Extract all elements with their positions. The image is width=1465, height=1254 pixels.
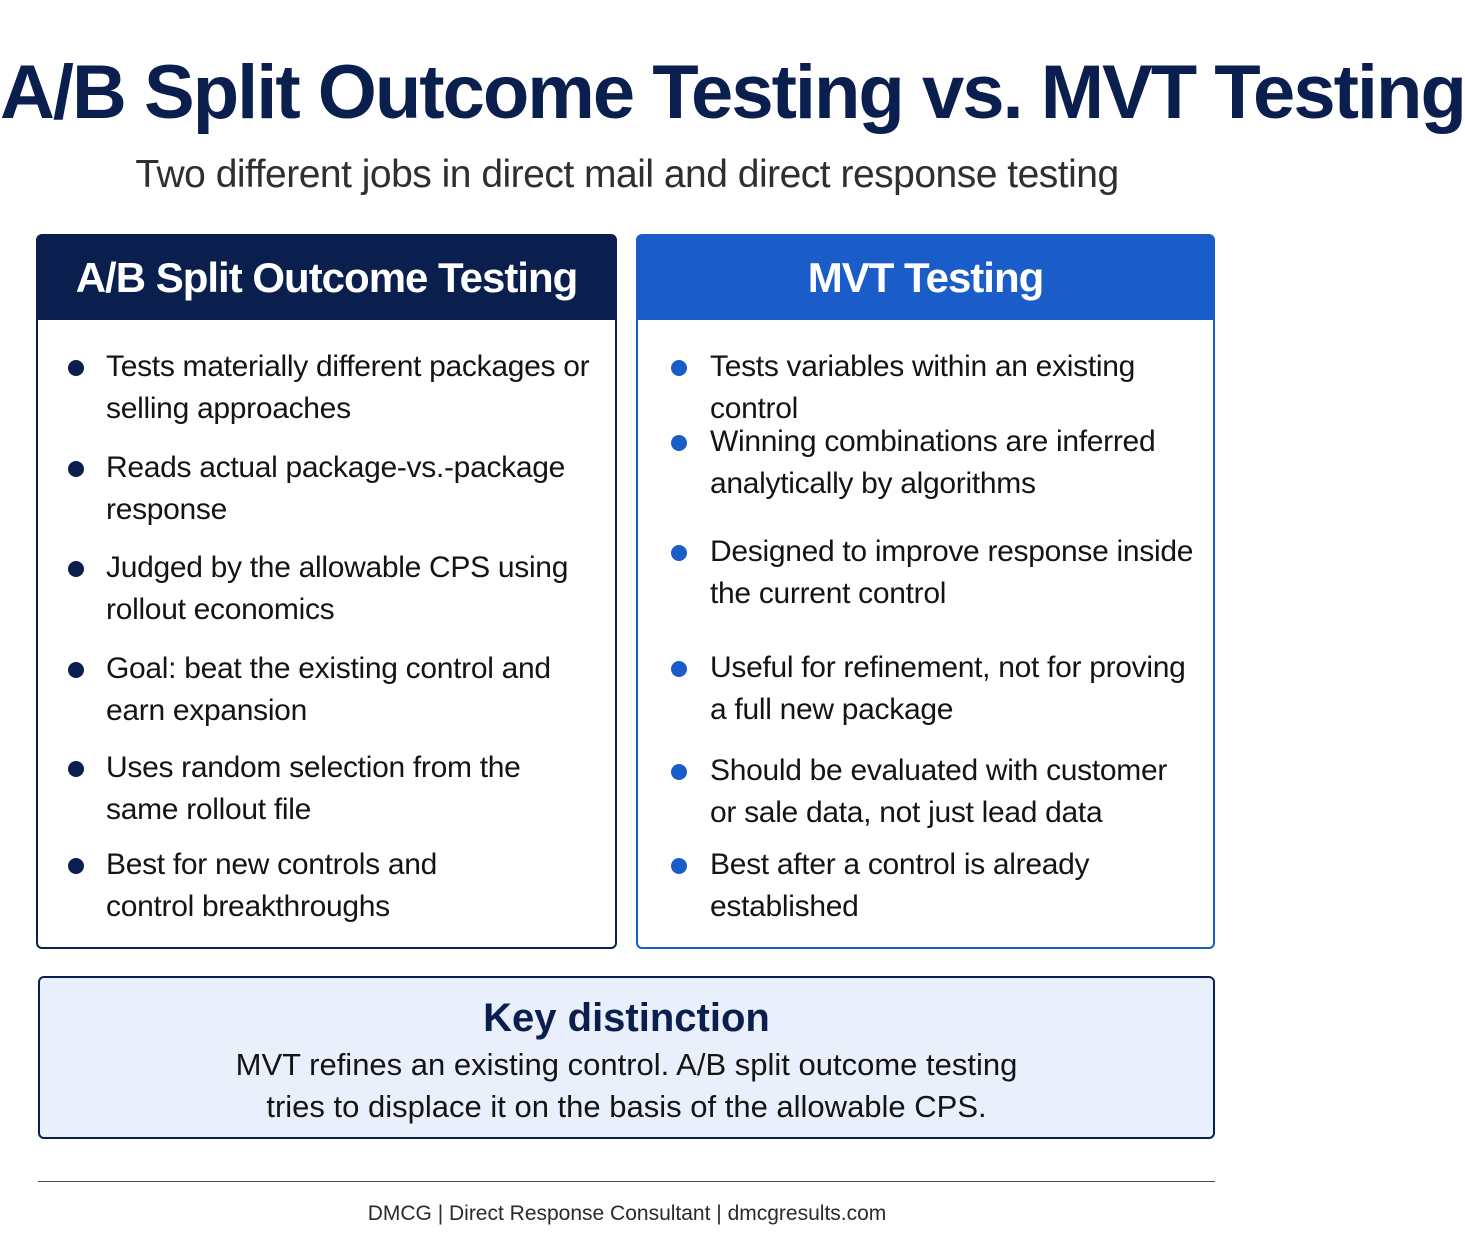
ab-split-panel-header: A/B Split Outcome Testing: [38, 236, 615, 320]
bullet-icon: [671, 858, 687, 874]
footer-divider: [38, 1181, 1215, 1182]
bullet-icon: [671, 764, 687, 780]
bullet-text: Judged by the allowable CPS using rollout economics: [106, 551, 569, 626]
mvt-panel: [636, 234, 1215, 949]
key-distinction-box: [38, 976, 1215, 1139]
bullet-text: Useful for refinement, not for proving a full new package: [710, 651, 1186, 726]
bullet-text: Goal: beat the existing control and earn expansion: [106, 652, 551, 727]
key-distinction-text: MVT refines an existing control. A/B split outcome testing tries to displace it on the basis of the allowable CPS.: [235, 1047, 1018, 1124]
bullet-icon: [68, 761, 84, 777]
page-subtitle: Two different jobs in direct mail and direct response testing: [135, 153, 1119, 196]
bullet-icon: [68, 858, 84, 874]
bullet-icon: [68, 461, 84, 477]
bullet-icon: [68, 662, 84, 678]
bullet-text: Best for new controls and control breakthroughs: [106, 848, 438, 923]
bullet-icon: [68, 360, 84, 376]
bullet-text: Tests variables within an existing control: [710, 350, 1136, 425]
bullet-text: Should be evaluated with customer or sale data, not just lead data: [710, 754, 1168, 829]
bullet-text: Reads actual package-vs.-package response: [106, 451, 566, 526]
key-distinction-title: Key distinction: [483, 996, 770, 1040]
mvt-panel-header: MVT Testing: [638, 236, 1213, 320]
bullet-icon: [68, 561, 84, 577]
bullet-icon: [671, 661, 687, 677]
bullet-icon: [671, 545, 687, 561]
bullet-text: Winning combinations are inferred analytically by algorithms: [710, 425, 1156, 500]
ab-split-panel: [36, 234, 617, 949]
page-title: A/B Split Outcome Testing vs. MVT Testing: [0, 50, 1465, 135]
bullet-icon: [671, 360, 687, 376]
bullet-text: Best after a control is already established: [710, 848, 1090, 923]
bullet-icon: [671, 435, 687, 451]
bullet-text: Uses random selection from the same rollout file: [106, 751, 521, 826]
footer-text: DMCG | Direct Response Consultant | dmcgresults.com: [367, 1202, 887, 1225]
bullet-text: Designed to improve response inside the current control: [710, 535, 1194, 610]
bullet-text: Tests materially different packages or selling approaches: [106, 350, 590, 425]
